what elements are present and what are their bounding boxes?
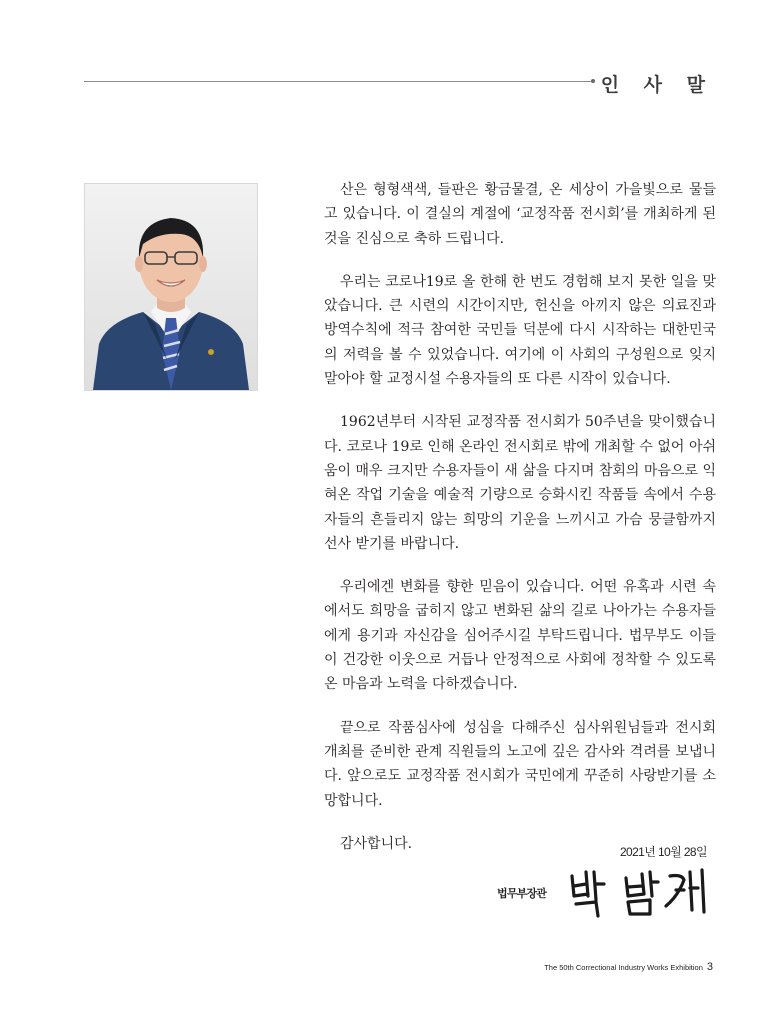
footer-text: The 50th Correctional Industry Works Exhibition xyxy=(544,963,703,972)
date: 2021년 10월 28일 xyxy=(619,845,707,859)
closing-line: 감사합니다. xyxy=(340,835,413,852)
page-number: 3 xyxy=(706,961,713,973)
portrait-illustration xyxy=(85,184,257,390)
signature xyxy=(566,866,716,918)
paragraph: 산은 형형색색, 들판은 황금물결, 온 세상이 가을빛으로 물들고 있습니다. 이 결실의 계절에 ‘교정작품 전시회’를 개최하게 된 것을 진심으로 축하 드립니다. xyxy=(324,182,716,247)
paragraph: 1962년부터 시작된 교정작품 전시회가 50주년을 맞이했습니다. 코로나 19로 인해 온라인 전시회로 밖에 개최할 수 없어 아쉬움이 매우 크지만 수용자들이 새 삶을 다지며 참회의 마음으로 익혀온 작업 기술을 예술적 기량으로 승화시킨 작품들 속에서 수용자들의 흔들리지 않는 희망의 기운을 느끼시고 가슴 뭉클함까지 선사 받기를 바랍니다. xyxy=(324,414,716,552)
paragraph: 우리에겐 변화를 향한 믿음이 있습니다. 어떤 유혹과 시련 속에서도 희망을 굽히지 않고 변화된 삶의 길로 나아가는 수용자들에게 용기과 자신감을 심어주시길 부탁드립니다. 법무부도 이들이 건강한 이웃으로 거듭나 안정적으로 사회에 정착할 수 있도록 온 마음과 노력을 다하겠습니다. xyxy=(324,579,716,693)
header-rule-dot xyxy=(591,79,595,83)
header-rule xyxy=(84,81,592,82)
signer-title: 법무부장관 xyxy=(497,887,547,900)
portrait-photo xyxy=(84,183,258,391)
page-title: 인 사 말 xyxy=(600,74,714,96)
paragraph: 우리는 코로나19로 올 한해 한 번도 경험해 보지 못한 일을 맞았습니다. 큰 시련의 시간이지만, 헌신을 아끼지 않은 의료진과 방역수칙에 적극 참여한 국민들 덕분에 다시 시작하는 대한민국의 저력을 볼 수 있었습니다. 여기에 이 사회의 구성원으로 잊지 말아야 할 교정시설 수용자들의 또 다른 시작이 있습니다. xyxy=(324,273,716,388)
greeting-body xyxy=(324,178,716,875)
footer xyxy=(544,961,713,973)
paragraph: 끝으로 작품심사에 성심을 다해주신 심사위원님들과 전시회 개최를 준비한 관계 직원들의 노고에 깊은 감사와 격려를 보냅니다. 앞으로도 교정작품 전시회가 국민에게 꾸준히 사랑받기를 소망합니다. xyxy=(324,719,716,809)
